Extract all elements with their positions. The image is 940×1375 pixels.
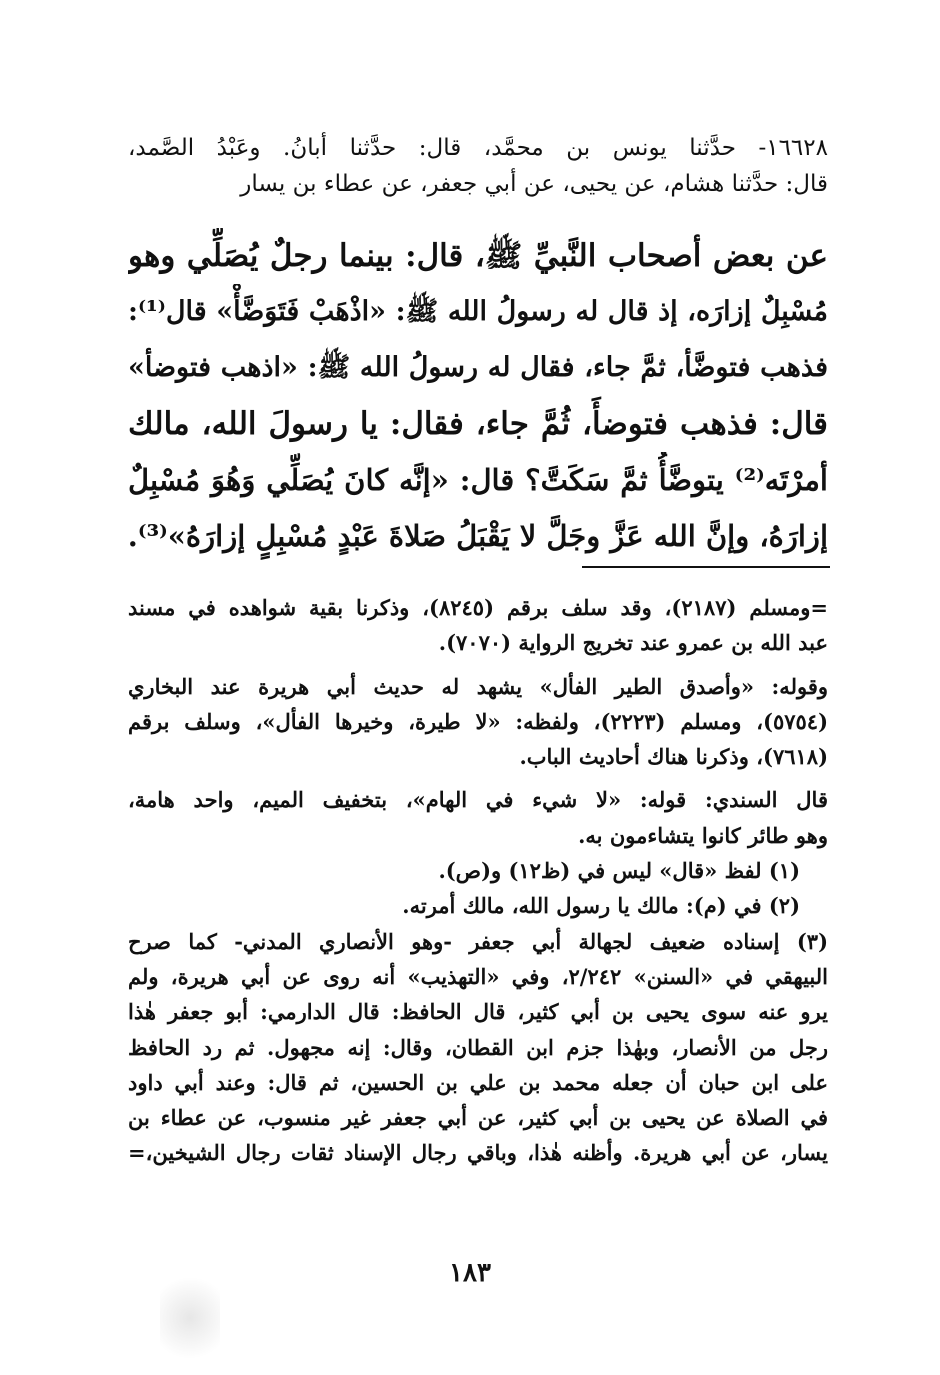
hadith-line: فذهب فتوضَّأ، ثمَّ جاء، فقال له رسولُ الله ﷺ: «اذهب فتوضأ» xyxy=(128,352,828,383)
footnote-line: قال السندي: قوله: «لا شيء في الهام»، بتخفيف الميم، واحد هامة، xyxy=(128,787,828,813)
hadith-line: عن بعض أصحاب النَّبيِّ ﷺ، قال: بينما رجلٌ يُصَلِّي وهو xyxy=(128,238,828,274)
hadith-line: إزارَهُ، وإنَّ الله عَزَّ وجَلَّ لا يَقْبَلُ صَلاةَ عَبْدٍ مُسْبِلٍ إزارَهُ»⁽³⁾. xyxy=(128,519,828,553)
footnote-1 xyxy=(128,853,828,888)
footnote-3 xyxy=(128,924,828,1171)
footnote-paragraph xyxy=(128,782,828,853)
footnote-line: وقوله: «وأصدق الطير الفأل» يشهد له حديث أبي هريرة عند البخاري xyxy=(128,673,828,699)
footnote-line: رجل من الأنصار، وبهٰذا جزم ابن القطان، وقال: إنه مجهول. ثم رد الحافظ xyxy=(128,1034,828,1060)
footnote-line: وهو طائر كانوا يتشاءمون به. xyxy=(578,822,828,848)
footnote-line: عبد الله بن عمرو عند تخريج الرواية (٧٠٧٠). xyxy=(438,630,828,656)
footnote-line: (٥٧٥٤)، ومسلم (٢٢٢٣)، ولفظه: «لا طيرة، وخيرها الفأل»، وسلف برقم xyxy=(128,708,828,734)
footnote-line: (٧٦١٨)، وذكرنا هناك أحاديث الباب. xyxy=(519,744,828,770)
isnad-line: قال: حدَّثنا هشام، عن يحيى، عن أبي جعفر، عن عطاء بن يسار xyxy=(240,171,828,197)
footnote-paragraph xyxy=(128,590,828,661)
footnote-line: في الصلاة عن يحيى بن أبي كثير، عن أبي جعفر غير منسوب، عن عطاء بن xyxy=(128,1105,828,1131)
footnote-paragraph xyxy=(128,669,828,775)
scan-speckle xyxy=(160,1268,220,1368)
footnotes xyxy=(128,590,828,1171)
footnote-line: =ومسلم (٢١٨٧)، وقد سلف برقم (٨٢٤٥)، وذكرنا بقية شواهده في مسند xyxy=(128,595,828,620)
footnote-line: على ابن حبان أن جعله محمد بن علي بن الحسين، ثم قال: وعند أبي داود xyxy=(128,1069,828,1095)
footnote-separator xyxy=(582,566,830,568)
page-number: ١٨٣ xyxy=(449,1258,491,1288)
hadith-line: مُسْبِلٌ إزارَه، إذ قال له رسولُ الله ﷺ: «اذْهَبْ فَتَوَضَّأْ» قال⁽¹⁾: xyxy=(128,296,828,327)
footnote-line: يرو عنه سوى يحيى بن أبي كثير، قال الحافظ: قال الدارمي: أبو جعفر هٰذا xyxy=(128,999,828,1025)
footnote-line: البيهقي في «السنن» ٢/٢٤٢، وفي «التهذيب» أنه روى عن أبي هريرة، ولم xyxy=(128,963,828,989)
hadith-line: قال: فذهب فتوضأَ، ثُمَّ جاء، فقال: يا رسولَ الله، مالك xyxy=(128,406,828,442)
footnote-line: (١) لفظ «قال» ليس في (ظ١٢) و(ص). xyxy=(438,858,800,884)
hadith-line: أمرْتَه⁽²⁾ يتوضَّأُ ثمَّ سَكَتَّ؟ قال: «إنَّه كانَ يُصَلِّي وَهُوَ مُسْبِلٌ xyxy=(128,463,828,497)
hadith-text xyxy=(128,228,828,564)
footnote-line: (٢) في (م): مالك يا رسول الله، مالك أمرته. xyxy=(402,893,800,919)
isnad-chain xyxy=(128,130,828,202)
footnote-line: (٣) إسناده ضعيف لجهالة أبي جعفر -وهو الأنصاري المدني- كما صرح xyxy=(128,928,828,954)
footnote-2 xyxy=(128,888,828,923)
isnad-line: ١٦٦٢٨- حدَّثنا يونس بن محمَّد، قال: حدَّثنا أبانُ. وعَبْدُ الصَّمد، xyxy=(128,135,828,161)
footnote-line: يسار، عن أبي هريرة. وأظنه هٰذا، وباقي رجال الإسناد ثقات رجال الشيخين،= xyxy=(128,1140,828,1166)
